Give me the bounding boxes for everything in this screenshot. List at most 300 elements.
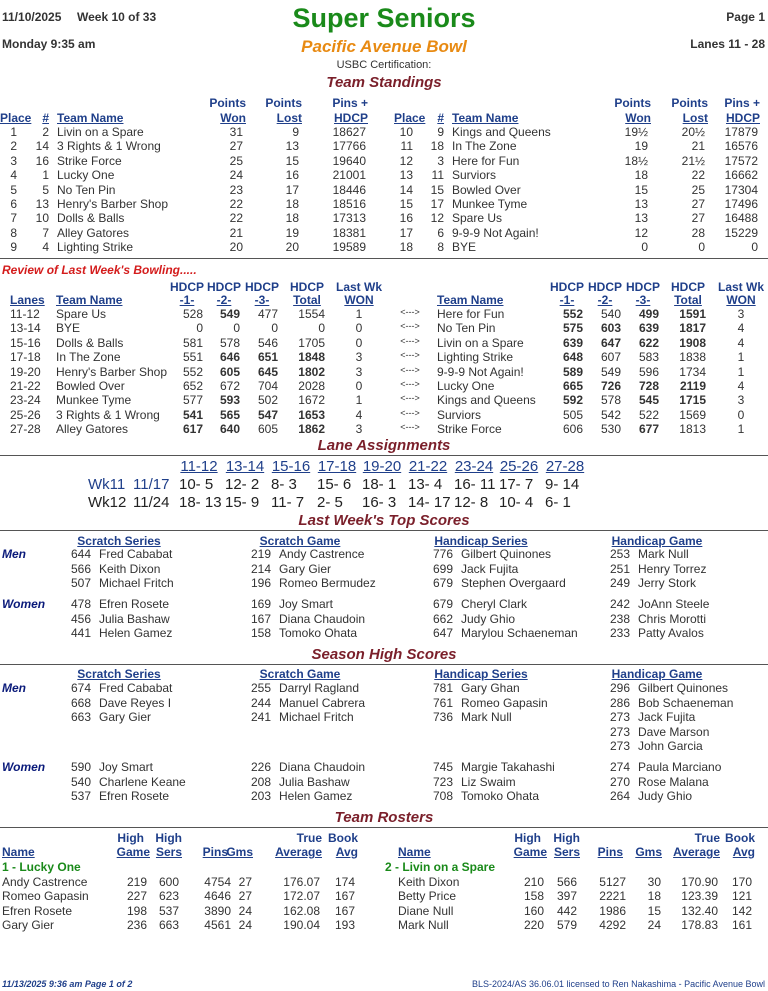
col-header: Place	[394, 111, 426, 125]
player-true-average: 176.07	[283, 875, 320, 889]
review-score: 540	[600, 307, 621, 321]
score-value: 238	[609, 611, 630, 626]
standing-team-name: In The Zone	[452, 139, 517, 154]
review-score: 1672	[298, 393, 325, 408]
col-header: HDCP	[549, 280, 584, 294]
standing-place: 13	[399, 168, 413, 183]
player-pins: 4561	[204, 918, 231, 933]
standing-points-won: 18	[634, 168, 648, 183]
score-value: 214	[250, 561, 271, 576]
standing-points-lost: 19	[285, 225, 299, 240]
score-value: 273	[609, 710, 630, 724]
standing-points-lost: 22	[691, 168, 705, 183]
week-label: Wk11	[88, 476, 126, 493]
review-score: 646	[219, 350, 240, 365]
review-score: 1653	[298, 407, 325, 422]
review-score: 578	[600, 393, 621, 408]
review-won: 0	[737, 407, 745, 422]
standing-team-number: 3	[437, 153, 444, 168]
col-header: Pins	[202, 845, 228, 859]
score-category-header: Scratch Series	[77, 534, 161, 548]
roster-team-label: 2 - Livin on a Spare	[385, 860, 496, 874]
lane-pair-header: 15-16	[271, 458, 311, 475]
review-score: 577	[182, 393, 203, 408]
player-games: 27	[238, 889, 252, 904]
review-score: 647	[600, 335, 621, 350]
standing-points-won: 12	[634, 225, 648, 240]
player-high-game: 219	[126, 875, 147, 889]
standing-team-name: Livin on a Spare	[57, 125, 144, 139]
score-value: 540	[70, 774, 91, 789]
divider	[0, 455, 768, 456]
col-header: Gms	[635, 845, 662, 859]
bowler-name: Diana Chaudoin	[279, 611, 366, 626]
score-value: 273	[609, 739, 630, 753]
review-score: 528	[182, 307, 203, 321]
player-pins: 2221	[599, 889, 626, 904]
lane-pair-header: 27-28	[545, 458, 585, 475]
score-value: 662	[432, 611, 453, 626]
standing-team-number: 5	[42, 182, 49, 197]
bowler-name: Fred Cababat	[99, 547, 173, 561]
lane-matchup: 16- 11	[454, 476, 496, 493]
standing-team-number: 9	[437, 125, 444, 139]
standing-pins: 15229	[724, 225, 758, 240]
standing-pins: 17766	[332, 139, 366, 154]
standing-team-number: 14	[35, 139, 49, 154]
col-header: -1-	[559, 293, 575, 307]
bowler-name: Fred Cababat	[99, 681, 173, 695]
bowler-name: Michael Fritch	[99, 576, 174, 590]
col-header: -2-	[597, 293, 613, 307]
col-header: HDCP	[206, 280, 241, 294]
score-value: 590	[70, 760, 91, 774]
score-value: 226	[250, 760, 271, 774]
bowler-name: Henry Torrez	[638, 561, 707, 576]
col-header: Place	[0, 111, 32, 125]
week-date: 11/24	[133, 494, 170, 511]
review-team-name: Here for Fun	[437, 307, 505, 321]
bowler-name: Gary Gier	[279, 561, 332, 576]
standing-place: 7	[10, 211, 17, 226]
review-team-name: BYE	[56, 321, 81, 336]
player-high-game: 158	[523, 889, 544, 904]
standing-place: 9	[10, 240, 17, 255]
player-pins: 1986	[599, 903, 626, 918]
versus-arrow: <--->	[400, 422, 420, 433]
col-header: HDCP	[625, 280, 660, 294]
player-high-game: 198	[126, 903, 147, 918]
player-high-series: 442	[556, 903, 577, 918]
review-won: 1	[737, 422, 745, 437]
review-team-name: Alley Gatores	[56, 422, 129, 437]
standing-team-name: Strike Force	[57, 153, 122, 168]
score-value: 644	[70, 547, 91, 561]
bowler-name: Gilbert Quinones	[638, 681, 729, 695]
col-header: HDCP	[670, 280, 705, 294]
review-lanes: 27-28	[10, 422, 41, 437]
score-value: 441	[70, 626, 91, 640]
col-header: HDCP	[169, 280, 204, 294]
standing-points-won: 22	[229, 211, 243, 226]
standing-place: 3	[10, 153, 17, 168]
report-date: 11/10/2025	[2, 10, 62, 24]
review-team-name: Lucky One	[437, 379, 495, 393]
bowler-name: Liz Swaim	[461, 774, 516, 789]
score-value: 196	[250, 576, 271, 590]
standing-place: 1	[10, 125, 17, 139]
lane-matchup: 11- 7	[271, 494, 305, 511]
score-category-header: Handicap Game	[611, 667, 703, 681]
standing-team-name: 3 Rights & 1 Wrong	[57, 139, 161, 154]
standing-points-won: 22	[229, 197, 243, 211]
versus-arrow: <--->	[400, 393, 420, 404]
standing-points-lost: 27	[691, 197, 705, 211]
player-games: 24	[647, 918, 661, 933]
col-header: Gms	[226, 845, 253, 859]
versus-arrow: <--->	[400, 364, 420, 375]
bowler-name: Andy Castrence	[279, 547, 365, 561]
standing-points-lost: 16	[285, 168, 299, 183]
lane-matchup: 10- 5	[179, 476, 214, 493]
player-name: Keith Dixon	[398, 875, 460, 889]
standing-pins: 17879	[724, 125, 758, 139]
bowler-name: Chris Morotti	[638, 611, 707, 626]
bowler-name: Helen Gamez	[99, 626, 173, 640]
standing-team-name: Kings and Queens	[452, 125, 551, 139]
col-header: Pins +	[724, 96, 760, 110]
standing-team-name: Spare Us	[452, 211, 503, 226]
col-header: Points	[265, 96, 302, 110]
lane-pair-header: 21-22	[408, 458, 448, 475]
score-value: 537	[70, 789, 91, 803]
player-high-game: 220	[523, 918, 544, 933]
col-header: True	[694, 831, 720, 845]
bowler-name: Tomoko Ohata	[461, 789, 540, 803]
bowler-name: Judy Ghio	[638, 789, 693, 803]
standing-pins: 17496	[724, 197, 758, 211]
review-score: 645	[257, 364, 278, 379]
score-value: 776	[432, 547, 453, 561]
review-score: 1705	[298, 335, 325, 350]
bowler-name: Dave Reyes I	[99, 695, 172, 710]
player-pins: 4754	[204, 875, 231, 889]
standing-team-number: 4	[42, 240, 49, 255]
col-header: #	[437, 111, 444, 125]
col-header: HDCP	[587, 280, 622, 294]
player-true-average: 123.39	[681, 889, 718, 904]
review-score: 652	[182, 379, 203, 393]
player-games: 24	[238, 918, 252, 933]
col-header: True	[296, 831, 322, 845]
week-date: 11/17	[133, 476, 170, 493]
player-games: 18	[647, 889, 661, 904]
score-value: 203	[250, 789, 271, 803]
bowler-name: Julia Bashaw	[279, 774, 350, 789]
review-score: 1734	[679, 364, 706, 379]
standing-pins: 18516	[332, 197, 366, 211]
review-team-name: Munkee Tyme	[56, 393, 132, 408]
player-high-series: 623	[158, 889, 179, 904]
review-score: 603	[600, 321, 621, 336]
bowler-name: Julia Bashaw	[99, 611, 170, 626]
bowler-name: Patty Avalos	[638, 626, 704, 640]
review-score: 2028	[298, 379, 325, 393]
player-games: 30	[647, 875, 661, 889]
review-score: 1591	[679, 307, 706, 321]
review-won: 4	[737, 379, 745, 393]
score-value: 244	[250, 695, 271, 710]
player-book-average: 167	[334, 903, 355, 918]
lane-matchup: 12- 8	[454, 494, 489, 511]
review-won: 3	[737, 307, 745, 321]
bowler-name: Tomoko Ohata	[279, 626, 358, 640]
col-header: HDCP	[725, 111, 760, 125]
review-won: 3	[355, 364, 363, 379]
review-score: 593	[219, 393, 240, 408]
standing-place: 12	[399, 153, 413, 168]
review-won: 1	[737, 350, 745, 365]
col-header: High	[514, 831, 541, 845]
review-team-name: Strike Force	[437, 422, 502, 437]
standing-points-lost: 20	[285, 240, 299, 255]
review-score: 549	[219, 307, 240, 321]
col-header: Average	[673, 845, 720, 859]
col-header: HDCP	[289, 280, 324, 294]
bowler-name: Gilbert Quinones	[461, 547, 552, 561]
standing-team-name: BYE	[452, 240, 477, 255]
standing-team-name: Lighting Strike	[57, 240, 134, 255]
review-score: 1569	[679, 407, 706, 422]
bowler-name: Margie Takahashi	[461, 760, 555, 774]
score-value: 286	[609, 695, 630, 710]
standing-place: 6	[10, 197, 17, 211]
col-header: Book	[328, 831, 358, 845]
bowler-name: Stephen Overgaard	[461, 576, 566, 590]
versus-arrow: <--->	[400, 407, 420, 418]
score-category-header: Handicap Series	[434, 534, 528, 548]
bowler-name: Efren Rosete	[99, 597, 170, 611]
standing-place: 16	[399, 211, 413, 226]
bowling-center: Pacific Avenue Bowl	[301, 37, 467, 56]
review-team-name: Spare Us	[56, 307, 107, 321]
score-value: 253	[609, 547, 630, 561]
score-value: 478	[70, 597, 91, 611]
standing-pins: 19640	[332, 153, 366, 168]
review-lanes: 13-14	[10, 321, 41, 336]
versus-arrow: <--->	[400, 379, 420, 389]
standing-place: 10	[399, 125, 413, 139]
lane-matchup: 6- 1	[545, 494, 571, 511]
lane-matchup: 2- 5	[317, 494, 343, 511]
review-score: 607	[600, 350, 621, 365]
bowler-name: Charlene Keane	[99, 774, 186, 789]
col-header: High	[155, 831, 182, 845]
lane-pair-header: 11-12	[180, 458, 218, 475]
divider	[0, 827, 768, 828]
review-team-name: Kings and Queens	[437, 393, 536, 408]
review-score: 552	[182, 364, 203, 379]
review-score: 0	[271, 321, 278, 336]
col-header: WON	[344, 293, 374, 307]
col-header: -1-	[179, 293, 195, 307]
standing-team-number: 1	[42, 168, 49, 183]
col-header: Points	[614, 96, 651, 110]
season-high-title: Season High Scores	[311, 646, 457, 663]
review-score: 542	[600, 407, 621, 422]
lane-matchup: 17- 7	[499, 476, 534, 493]
player-pins: 5127	[599, 875, 626, 889]
bowler-name: Romeo Bermudez	[279, 576, 376, 590]
review-score: 726	[600, 379, 621, 393]
review-score: 0	[196, 321, 203, 336]
standing-team-number: 10	[35, 211, 49, 226]
col-header: High	[553, 831, 580, 845]
standing-points-lost: 21½	[681, 153, 705, 168]
col-header: Lanes	[10, 293, 45, 307]
bowler-name: Jack Fujita	[638, 710, 696, 724]
score-value: 233	[609, 626, 630, 640]
score-value: 699	[432, 561, 453, 576]
score-value: 255	[250, 681, 271, 695]
player-true-average: 170.90	[681, 875, 718, 889]
standing-place: 8	[10, 225, 17, 240]
score-category-header: Scratch Game	[259, 667, 341, 681]
player-high-series: 397	[556, 889, 577, 904]
player-pins: 4292	[599, 918, 626, 933]
review-score: 605	[219, 364, 240, 379]
standing-team-number: 7	[42, 225, 49, 240]
usbc-certification: USBC Certification:	[336, 59, 432, 71]
standing-pins: 17313	[332, 211, 366, 226]
standing-team-name: Bowled Over	[452, 182, 521, 197]
standing-pins: 17572	[724, 153, 758, 168]
review-won: 3	[737, 393, 745, 408]
divider	[0, 258, 768, 259]
men-label: Men	[2, 547, 26, 561]
bowler-name: Joy Smart	[279, 597, 334, 611]
standing-place: 2	[10, 139, 17, 154]
player-name: Diane Null	[398, 903, 454, 918]
review-score: 1715	[679, 393, 706, 408]
col-header: WON	[726, 293, 756, 307]
women-label: Women	[2, 597, 46, 611]
player-high-game: 227	[126, 889, 147, 904]
standing-points-lost: 13	[285, 139, 299, 154]
lane-matchup: 18- 13	[179, 494, 222, 511]
col-header: Total	[674, 293, 702, 307]
lane-matchup: 9- 14	[545, 476, 580, 493]
score-value: 674	[70, 681, 91, 695]
score-value: 241	[250, 710, 271, 724]
col-header: Last Wk	[335, 280, 382, 294]
col-header: Lost	[276, 111, 302, 125]
bowler-name: Mark Null	[638, 547, 689, 561]
lane-matchup: 15- 6	[317, 476, 352, 493]
standing-team-number: 11	[431, 168, 444, 183]
bowler-name: JoAnn Steele	[638, 597, 710, 611]
review-score: 589	[562, 364, 583, 379]
review-team-name: Bowled Over	[56, 379, 125, 393]
standing-points-won: 18½	[624, 153, 648, 168]
standing-points-won: 13	[634, 211, 648, 226]
player-book-average: 174	[334, 875, 355, 889]
review-score: 477	[257, 307, 278, 321]
standing-points-lost: 18	[285, 197, 299, 211]
bowler-name: Gary Gier	[99, 710, 152, 724]
standing-place: 18	[399, 240, 413, 255]
review-score: 575	[562, 321, 583, 336]
col-header: Team Name	[452, 111, 519, 125]
review-score: 499	[638, 307, 659, 321]
review-score: 728	[638, 379, 659, 393]
standing-pins: 18627	[332, 125, 366, 139]
bowler-name: Keith Dixon	[99, 561, 161, 576]
player-book-average: 170	[731, 875, 752, 889]
review-team-name: No Ten Pin	[437, 321, 496, 336]
player-name: Efren Rosete	[2, 903, 73, 918]
score-value: 242	[609, 597, 630, 611]
divider	[0, 530, 768, 531]
player-games: 24	[238, 903, 252, 918]
review-lanes: 23-24	[10, 393, 41, 408]
league-title: Super Seniors	[292, 3, 476, 33]
footer-timestamp: 11/13/2025 9:36 am Page 1 of 2	[2, 979, 133, 989]
player-true-average: 178.83	[681, 918, 718, 933]
standing-team-number: 17	[430, 197, 444, 211]
review-score: 0	[318, 321, 325, 336]
col-header: Total	[293, 293, 321, 307]
standing-team-name: Surviors	[452, 168, 497, 183]
col-header: Name	[2, 845, 35, 859]
score-value: 723	[432, 774, 453, 789]
versus-arrow: <--->	[400, 307, 420, 317]
score-value: 219	[250, 547, 271, 561]
day-time: Monday 9:35 am	[2, 37, 96, 51]
bowler-name: Efren Rosete	[99, 789, 170, 803]
lanes-range: Lanes 11 - 28	[690, 37, 765, 51]
col-header: Lost	[682, 111, 708, 125]
bowler-name: Michael Fritch	[279, 710, 354, 724]
lane-matchup: 14- 17	[408, 494, 451, 511]
col-header: HDCP	[333, 111, 368, 125]
standings-title: Team Standings	[326, 74, 442, 91]
standing-points-lost: 20½	[681, 125, 705, 139]
bowler-name: Joy Smart	[99, 760, 154, 774]
player-name: Andy Castrence	[2, 875, 88, 889]
review-won: 4	[737, 321, 745, 336]
player-book-average: 142	[731, 903, 752, 918]
review-won: 1	[737, 364, 745, 379]
standing-place: 4	[10, 168, 17, 183]
standing-points-won: 19½	[624, 125, 648, 139]
versus-arrow: <--->	[400, 321, 420, 332]
review-score: 578	[219, 335, 240, 350]
lane-matchup: 16- 3	[362, 494, 397, 511]
review-team-name: Dolls & Balls	[56, 335, 124, 350]
review-score: 640	[219, 422, 240, 437]
standing-points-won: 23	[229, 182, 243, 197]
player-book-average: 193	[334, 918, 355, 933]
col-header: Average	[275, 845, 322, 859]
lane-matchup: 18- 1	[362, 476, 397, 493]
review-score: 677	[638, 422, 659, 437]
versus-arrow: <--->	[400, 350, 420, 361]
standing-points-won: 25	[229, 153, 243, 168]
review-score: 606	[562, 422, 583, 437]
player-games: 27	[238, 875, 252, 889]
standing-place: 15	[399, 197, 413, 211]
